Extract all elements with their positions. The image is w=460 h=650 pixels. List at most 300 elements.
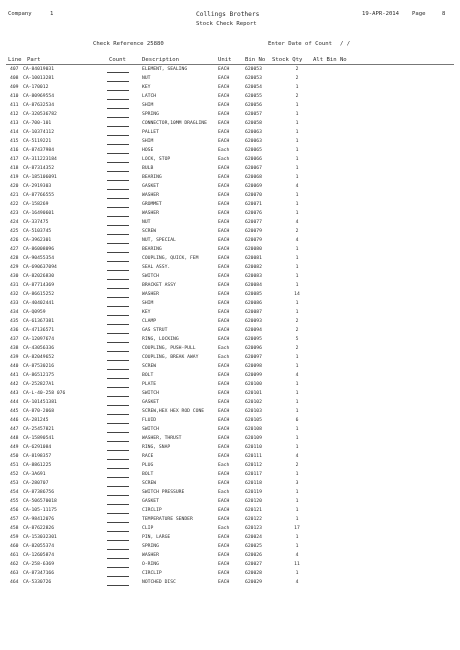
unit: EACH bbox=[218, 319, 230, 324]
part-number: CA-2919303 bbox=[23, 184, 52, 189]
description: SWITCH bbox=[142, 427, 159, 432]
bin-number: 620112 bbox=[245, 463, 262, 468]
part-number: CA-3962301 bbox=[23, 238, 52, 243]
stock-qty: 1 bbox=[295, 301, 299, 306]
stock-qty: 1 bbox=[295, 139, 299, 144]
line-number: 422 bbox=[10, 202, 19, 207]
unit: EACH bbox=[218, 76, 230, 81]
table-row bbox=[0, 444, 460, 453]
bin-number: 620121 bbox=[245, 508, 262, 513]
unit: EACH bbox=[218, 535, 230, 540]
bin-number: 620095 bbox=[245, 337, 262, 342]
line-number: 445 bbox=[10, 409, 19, 414]
bin-number: 620080 bbox=[245, 247, 262, 252]
stock-qty: 1 bbox=[295, 571, 299, 576]
stock-qty: 1 bbox=[295, 310, 299, 315]
bin-number: 620069 bbox=[245, 184, 262, 189]
stock-qty: 1 bbox=[295, 544, 299, 549]
bin-number: 620058 bbox=[245, 121, 262, 126]
bin-number: 620063 bbox=[245, 130, 262, 135]
unit: EACH bbox=[218, 337, 230, 342]
page-label: Page bbox=[412, 11, 426, 17]
line-number: 416 bbox=[10, 148, 19, 153]
table-row bbox=[0, 273, 460, 282]
description: GROMMET bbox=[142, 202, 162, 207]
table-row bbox=[0, 435, 460, 444]
count-entry-line bbox=[107, 117, 129, 118]
count-entry-line bbox=[107, 567, 129, 568]
count-entry-line bbox=[107, 324, 129, 325]
line-number: 421 bbox=[10, 193, 19, 198]
unit: Each bbox=[218, 355, 230, 360]
description: CIRCLIP bbox=[142, 571, 162, 576]
count-entry-line bbox=[107, 207, 129, 208]
description: SWITCH bbox=[142, 391, 159, 396]
unit: EACH bbox=[218, 193, 230, 198]
bin-number: 620100 bbox=[245, 382, 262, 387]
description: SPRING bbox=[142, 112, 159, 117]
line-number: 430 bbox=[10, 274, 19, 279]
count-entry-line bbox=[107, 315, 129, 316]
unit: EACH bbox=[218, 544, 230, 549]
line-number: 449 bbox=[10, 445, 19, 450]
unit: EACH bbox=[218, 184, 230, 189]
count-entry-line bbox=[107, 279, 129, 280]
description: PIN, LARGE bbox=[142, 535, 171, 540]
table-row bbox=[0, 399, 460, 408]
bin-number: 620109 bbox=[245, 436, 262, 441]
bin-number: 620056 bbox=[245, 103, 262, 108]
line-number: 462 bbox=[10, 562, 19, 567]
unit: EACH bbox=[218, 166, 230, 171]
part-number: CA-Q0959 bbox=[23, 310, 46, 315]
stock-qty: 17 bbox=[294, 526, 300, 531]
line-number: 454 bbox=[10, 490, 19, 495]
bin-number: 620054 bbox=[245, 85, 262, 90]
table-row bbox=[0, 219, 460, 228]
part-number: CA-12097674 bbox=[23, 337, 55, 342]
line-number: 414 bbox=[10, 130, 19, 135]
description: BEARING bbox=[142, 175, 162, 180]
bin-number: 620103 bbox=[245, 409, 262, 414]
description: TEMPERATURE SENDER bbox=[142, 517, 193, 522]
table-row bbox=[0, 246, 460, 255]
bin-number: 620079 bbox=[245, 238, 262, 243]
description: PALLET bbox=[142, 130, 159, 135]
stock-qty: 4 bbox=[295, 454, 299, 459]
bin-number: 620118 bbox=[245, 481, 262, 486]
count-entry-line bbox=[107, 396, 129, 397]
line-number: 438 bbox=[10, 346, 19, 351]
unit: EACH bbox=[218, 391, 230, 396]
unit: Each bbox=[218, 148, 230, 153]
bin-number: 620083 bbox=[245, 274, 262, 279]
part-number: CA-43056336 bbox=[23, 346, 55, 351]
table-row bbox=[0, 507, 460, 516]
count-entry-line bbox=[107, 504, 129, 505]
count-entry-line bbox=[107, 450, 129, 451]
unit: EACH bbox=[218, 301, 230, 306]
stock-qty: 1 bbox=[295, 121, 299, 126]
description: SCREW bbox=[142, 229, 157, 234]
part-number: CA-25457821 bbox=[23, 427, 55, 432]
table-row bbox=[0, 408, 460, 417]
table-row bbox=[0, 345, 460, 354]
description: GASKET bbox=[142, 184, 159, 189]
stock-qty: 1 bbox=[295, 535, 299, 540]
description: NUT, SPECIAL bbox=[142, 238, 176, 243]
table-row bbox=[0, 228, 460, 237]
bin-number: 620076 bbox=[245, 211, 262, 216]
stock-qty: 5 bbox=[295, 337, 299, 342]
unit: EACH bbox=[218, 409, 230, 414]
unit: EACH bbox=[218, 265, 230, 270]
bin-number: 620053 bbox=[245, 76, 262, 81]
part-number: CA-87347166 bbox=[23, 571, 55, 576]
unit: EACH bbox=[218, 220, 230, 225]
table-row bbox=[0, 426, 460, 435]
part-number: CA-105-11175 bbox=[23, 508, 57, 513]
part-number: CA-87766555 bbox=[23, 193, 55, 198]
description: ELEMENT, SEALING bbox=[142, 67, 188, 72]
table-row bbox=[0, 192, 460, 201]
part-number: CA-8198357 bbox=[23, 454, 52, 459]
table-row bbox=[0, 336, 460, 345]
table-row bbox=[0, 372, 460, 381]
table-row bbox=[0, 165, 460, 174]
line-number: 407 bbox=[10, 67, 19, 72]
count-entry-line bbox=[107, 225, 129, 226]
description: COUPLING, PUSH-PULL bbox=[142, 346, 196, 351]
unit: EACH bbox=[218, 427, 230, 432]
bin-number: 620024 bbox=[245, 535, 262, 540]
bin-number: 620068 bbox=[245, 175, 262, 180]
unit: EACH bbox=[218, 139, 230, 144]
description: COUPLING, BREAK AWAY bbox=[142, 355, 199, 360]
stock-qty: 1 bbox=[295, 364, 299, 369]
stock-qty: 1 bbox=[295, 130, 299, 135]
table-row bbox=[0, 354, 460, 363]
stock-qty: 2 bbox=[295, 229, 299, 234]
stock-qty: 1 bbox=[295, 103, 299, 108]
description: GAS STRUT bbox=[142, 328, 168, 333]
description: BULB bbox=[142, 166, 154, 171]
line-number: 432 bbox=[10, 292, 19, 297]
table-row bbox=[0, 561, 460, 570]
col-description: Description bbox=[142, 57, 180, 63]
count-entry-line bbox=[107, 441, 129, 442]
table-row bbox=[0, 543, 460, 552]
stock-qty: 1 bbox=[295, 445, 299, 450]
stock-qty: 1 bbox=[295, 148, 299, 153]
unit: EACH bbox=[218, 175, 230, 180]
count-entry-line bbox=[107, 171, 129, 172]
part-number: CA-12605874 bbox=[23, 553, 55, 558]
line-number: 427 bbox=[10, 247, 19, 252]
line-number: 447 bbox=[10, 427, 19, 432]
bin-number: 620096 bbox=[245, 346, 262, 351]
unit: Each bbox=[218, 526, 230, 531]
unit: EACH bbox=[218, 94, 230, 99]
stock-qty: 4 bbox=[295, 220, 299, 225]
line-number: 417 bbox=[10, 157, 19, 162]
table-row bbox=[0, 363, 460, 372]
table-row bbox=[0, 570, 460, 579]
table-row bbox=[0, 102, 460, 111]
part-number: CA-337475 bbox=[23, 220, 49, 225]
count-entry-line bbox=[107, 261, 129, 262]
description: BOLT bbox=[142, 373, 154, 378]
stock-qty: 11 bbox=[294, 562, 300, 567]
col-line: Line bbox=[8, 57, 22, 63]
description: SPRING bbox=[142, 544, 159, 549]
line-number: 433 bbox=[10, 301, 19, 306]
stock-qty: 1 bbox=[295, 157, 299, 162]
description: BRACKET ASSY bbox=[142, 283, 176, 288]
unit: EACH bbox=[218, 238, 230, 243]
unit: EACH bbox=[218, 454, 230, 459]
table-row bbox=[0, 111, 460, 120]
part-number: CA-185106091 bbox=[23, 175, 57, 180]
part-number: CA-3A691 bbox=[23, 472, 46, 477]
table-row bbox=[0, 309, 460, 318]
col-bin-no: Bin No bbox=[245, 57, 266, 63]
date-slashes: / / bbox=[340, 41, 351, 47]
part-number: CA-281245 bbox=[23, 418, 49, 423]
part-number: CA-506570018 bbox=[23, 499, 57, 504]
count-entry-line bbox=[107, 540, 129, 541]
line-number: 459 bbox=[10, 535, 19, 540]
count-entry-line bbox=[107, 486, 129, 487]
col-part: Part bbox=[27, 57, 41, 63]
unit: EACH bbox=[218, 436, 230, 441]
bin-number: 620110 bbox=[245, 445, 262, 450]
part-number: CA-5103745 bbox=[23, 229, 52, 234]
stock-qty: 3 bbox=[295, 481, 299, 486]
line-number: 452 bbox=[10, 472, 19, 477]
part-number: CA-87314352 bbox=[23, 166, 55, 171]
part-number: CA-L-40-258 076 bbox=[23, 391, 66, 396]
part-number: CA-98412076 bbox=[23, 517, 55, 522]
table-row bbox=[0, 84, 460, 93]
description: FLUID bbox=[142, 418, 157, 423]
table-row bbox=[0, 156, 460, 165]
part-number: CA-15890541 bbox=[23, 436, 55, 441]
line-number: 426 bbox=[10, 238, 19, 243]
description: GASKET bbox=[142, 400, 159, 405]
unit: EACH bbox=[218, 130, 230, 135]
bin-number: 620122 bbox=[245, 517, 262, 522]
description: RACE bbox=[142, 454, 154, 459]
line-number: 456 bbox=[10, 508, 19, 513]
bin-number: 620094 bbox=[245, 328, 262, 333]
count-entry-line bbox=[107, 180, 129, 181]
part-number: CA-40402441 bbox=[23, 301, 55, 306]
unit: EACH bbox=[218, 274, 230, 279]
bin-number: 620123 bbox=[245, 526, 262, 531]
unit: EACH bbox=[218, 580, 230, 585]
count-entry-line bbox=[107, 495, 129, 496]
line-number: 460 bbox=[10, 544, 19, 549]
stock-qty: 4 bbox=[295, 238, 299, 243]
line-number: 461 bbox=[10, 553, 19, 558]
line-number: 464 bbox=[10, 580, 19, 585]
description: NUT bbox=[142, 76, 151, 81]
description: WASHER, THRUST bbox=[142, 436, 182, 441]
table-row bbox=[0, 453, 460, 462]
part-number: CA-280707 bbox=[23, 481, 49, 486]
bin-number: 620063 bbox=[245, 139, 262, 144]
stock-qty: 4 bbox=[295, 373, 299, 378]
part-number: CA-870-2068 bbox=[23, 409, 55, 414]
line-number: 455 bbox=[10, 499, 19, 504]
count-entry-line bbox=[107, 144, 129, 145]
table-row bbox=[0, 75, 460, 84]
line-number: 450 bbox=[10, 454, 19, 459]
part-number: CA-8861225 bbox=[23, 463, 52, 468]
count-entry-line bbox=[107, 189, 129, 190]
bin-number: 620102 bbox=[245, 400, 262, 405]
description: PLATE bbox=[142, 382, 157, 387]
stock-qty: 2 bbox=[295, 67, 299, 72]
description: KEY bbox=[142, 310, 151, 315]
count-entry-line bbox=[107, 234, 129, 235]
description: WASHER bbox=[142, 211, 159, 216]
unit: EACH bbox=[218, 292, 230, 297]
bin-number: 620027 bbox=[245, 562, 262, 567]
unit: EACH bbox=[218, 418, 230, 423]
bin-number: 620077 bbox=[245, 220, 262, 225]
unit: EACH bbox=[218, 211, 230, 216]
line-number: 412 bbox=[10, 112, 19, 117]
table-row bbox=[0, 489, 460, 498]
line-number: 424 bbox=[10, 220, 19, 225]
stock-qty: 1 bbox=[295, 202, 299, 207]
count-entry-line bbox=[107, 387, 129, 388]
col-unit: Unit bbox=[218, 57, 232, 63]
description: BEARING bbox=[142, 247, 162, 252]
table-row bbox=[0, 210, 460, 219]
part-number: CA-86615252 bbox=[23, 292, 55, 297]
part-number: CA-61367381 bbox=[23, 319, 55, 324]
part-number: CA-258-6369 bbox=[23, 562, 55, 567]
description: SHIM bbox=[142, 139, 154, 144]
part-number: CA-87632534 bbox=[23, 103, 55, 108]
unit: EACH bbox=[218, 508, 230, 513]
line-number: 457 bbox=[10, 517, 19, 522]
part-number: CA-311223184 bbox=[23, 157, 57, 162]
part-number: CA-86008096 bbox=[23, 247, 55, 252]
line-number: 431 bbox=[10, 283, 19, 288]
bin-number: 620071 bbox=[245, 202, 262, 207]
part-number: CA-87714369 bbox=[23, 283, 55, 288]
table-row bbox=[0, 516, 460, 525]
line-number: 428 bbox=[10, 256, 19, 261]
part-number: CA-16490601 bbox=[23, 211, 55, 216]
bin-number: 620087 bbox=[245, 310, 262, 315]
stock-qty: 1 bbox=[295, 499, 299, 504]
unit: EACH bbox=[218, 112, 230, 117]
description: RING, LOCKING bbox=[142, 337, 179, 342]
table-row bbox=[0, 264, 460, 273]
col-alt-bin: Alt Bin No bbox=[313, 57, 347, 63]
count-entry-line bbox=[107, 90, 129, 91]
line-number: 448 bbox=[10, 436, 19, 441]
count-entry-line bbox=[107, 153, 129, 154]
line-number: 441 bbox=[10, 373, 19, 378]
line-number: 425 bbox=[10, 229, 19, 234]
bin-number: 620093 bbox=[245, 319, 262, 324]
table-row bbox=[0, 579, 460, 588]
part-number: CA-87386756 bbox=[23, 490, 55, 495]
part-number: CA-82055374 bbox=[23, 544, 55, 549]
table-row bbox=[0, 183, 460, 192]
count-entry-line bbox=[107, 468, 129, 469]
part-number: CA-153032301 bbox=[23, 535, 57, 540]
description: WASHER bbox=[142, 193, 159, 198]
bin-number: 620120 bbox=[245, 499, 262, 504]
count-entry-line bbox=[107, 108, 129, 109]
count-entry-line bbox=[107, 360, 129, 361]
bin-number: 620057 bbox=[245, 112, 262, 117]
table-row bbox=[0, 525, 460, 534]
table-row bbox=[0, 201, 460, 210]
bin-number: 620082 bbox=[245, 265, 262, 270]
description: SCREW,HEX HEX ROD CONE bbox=[142, 409, 205, 414]
part-number: CA-170012 bbox=[23, 85, 49, 90]
bin-number: 620029 bbox=[245, 580, 262, 585]
part-number: CA-320536782 bbox=[23, 112, 57, 117]
unit: EACH bbox=[218, 481, 230, 486]
table-row bbox=[0, 93, 460, 102]
stock-qty: 4 bbox=[295, 184, 299, 189]
report-title: Stock Check Report bbox=[196, 21, 257, 27]
count-entry-line bbox=[107, 423, 129, 424]
stock-qty: 1 bbox=[295, 166, 299, 171]
stock-qty: 2 bbox=[295, 346, 299, 351]
col-count: Count bbox=[109, 57, 126, 63]
description: O-RING bbox=[142, 562, 159, 567]
line-number: 413 bbox=[10, 121, 19, 126]
description: CLIP bbox=[142, 526, 154, 531]
stock-qty: 1 bbox=[295, 193, 299, 198]
description: SWITCH PRESSURE bbox=[142, 490, 185, 495]
stock-qty: 1 bbox=[295, 355, 299, 360]
part-number: CA-86512175 bbox=[23, 373, 55, 378]
description: RING, SNAP bbox=[142, 445, 171, 450]
description: WASHER bbox=[142, 292, 159, 297]
line-number: 442 bbox=[10, 382, 19, 387]
count-entry-line bbox=[107, 288, 129, 289]
count-entry-line bbox=[107, 459, 129, 460]
line-number: 440 bbox=[10, 364, 19, 369]
header-rule bbox=[6, 64, 454, 65]
description: COUPLING, QUICK, FEM bbox=[142, 256, 199, 261]
count-entry-line bbox=[107, 522, 129, 523]
bin-number: 620119 bbox=[245, 490, 262, 495]
count-entry-line bbox=[107, 72, 129, 73]
part-number: CA-87530216 bbox=[23, 364, 55, 369]
count-entry-line bbox=[107, 297, 129, 298]
count-entry-line bbox=[107, 576, 129, 577]
unit: EACH bbox=[218, 103, 230, 108]
table-row bbox=[0, 255, 460, 264]
stock-qty: 1 bbox=[295, 211, 299, 216]
bin-number: 620084 bbox=[245, 283, 262, 288]
page-number: 8 bbox=[442, 11, 446, 17]
count-entry-line bbox=[107, 585, 129, 586]
description: SCREW bbox=[142, 364, 157, 369]
